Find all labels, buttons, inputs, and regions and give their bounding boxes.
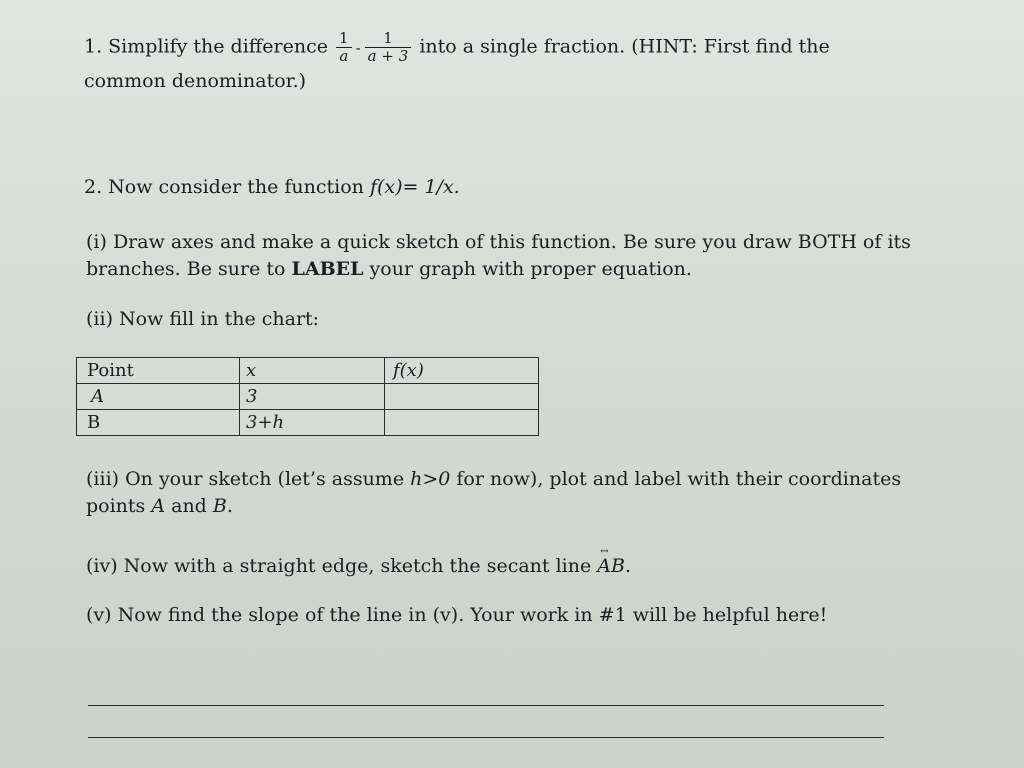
cell-x-b: 3+h [240,410,385,436]
part-iii [86,466,901,520]
header-point: Point [77,358,240,384]
minus-sign: - [355,38,361,57]
question-2-intro-text: 2. Now consider the function [84,176,370,198]
cell-point-b: B [77,410,240,436]
question-1-line-1 [84,30,830,65]
label-emphasis: LABEL [291,258,364,280]
part-iii-line-2 [86,493,901,520]
part-iii-line-2-mid: and [165,495,213,517]
table-row [77,384,539,410]
part-v: (v) Now find the slope of the line in (v). Your work in #1 will be helpful here! [86,604,828,626]
part-i-line-1: (i) Draw axes and make a quick sketch of this function. Be sure you draw BOTH of its [86,231,911,253]
question-1-prefix: 1. Simplify the difference [84,35,328,58]
part-iii-line-1-pre: (iii) On your sketch (let’s assume [86,468,411,490]
part-i-line-2-post: your graph with proper equation. [363,258,692,280]
question-2-intro [84,176,460,198]
double-arrow-icon: ↔ [600,546,607,557]
cell-fx-b [385,410,539,436]
cell-fx-a [385,384,539,410]
part-ii: (ii) Now fill in the chart: [86,308,320,330]
cell-point-a: A [77,384,240,410]
part-iv-text: (iv) Now with a straight edge, sketch the secant line [86,555,598,577]
header-fx: f(x) [385,358,539,384]
part-iv [86,546,631,577]
table-header-row [77,358,539,384]
secant-line-label: AB [597,555,625,577]
table-row [77,410,539,436]
part-iii-line-1 [86,466,901,493]
secant-line-ab [597,546,625,577]
part-iii-line-1-post: for now), plot and label with their coordinates [450,468,902,490]
fraction-one-over-a [336,30,352,65]
fraction-numerator: 1 [336,30,352,48]
function-expression: f(x)= 1/x. [369,176,460,198]
part-iv-end: . [624,555,631,577]
h-condition: h>0 [410,468,451,490]
fraction-denominator: a [339,47,349,65]
part-i [86,229,911,283]
fraction-one-over-a-plus-3 [365,30,412,65]
part-i-line-2-pre: branches. Be sure to [86,258,292,280]
part-i-line-2 [86,256,911,283]
question-1-suffix: into a single fraction. (HINT: First find the [419,35,830,58]
header-x: x [240,358,385,384]
point-b-label: B [212,495,227,517]
answer-line[interactable] [88,737,884,738]
fraction-denominator: a + 3 [367,47,409,65]
cell-x-a: 3 [240,384,385,410]
point-a-label: A [151,495,166,517]
fraction-numerator: 1 [365,30,412,48]
part-iii-line-2-end: . [226,495,233,517]
answer-line[interactable] [88,705,884,706]
points-chart-table [76,357,539,436]
question-1-line-2: common denominator.) [84,70,307,92]
part-iii-line-2-pre: points [86,495,152,517]
